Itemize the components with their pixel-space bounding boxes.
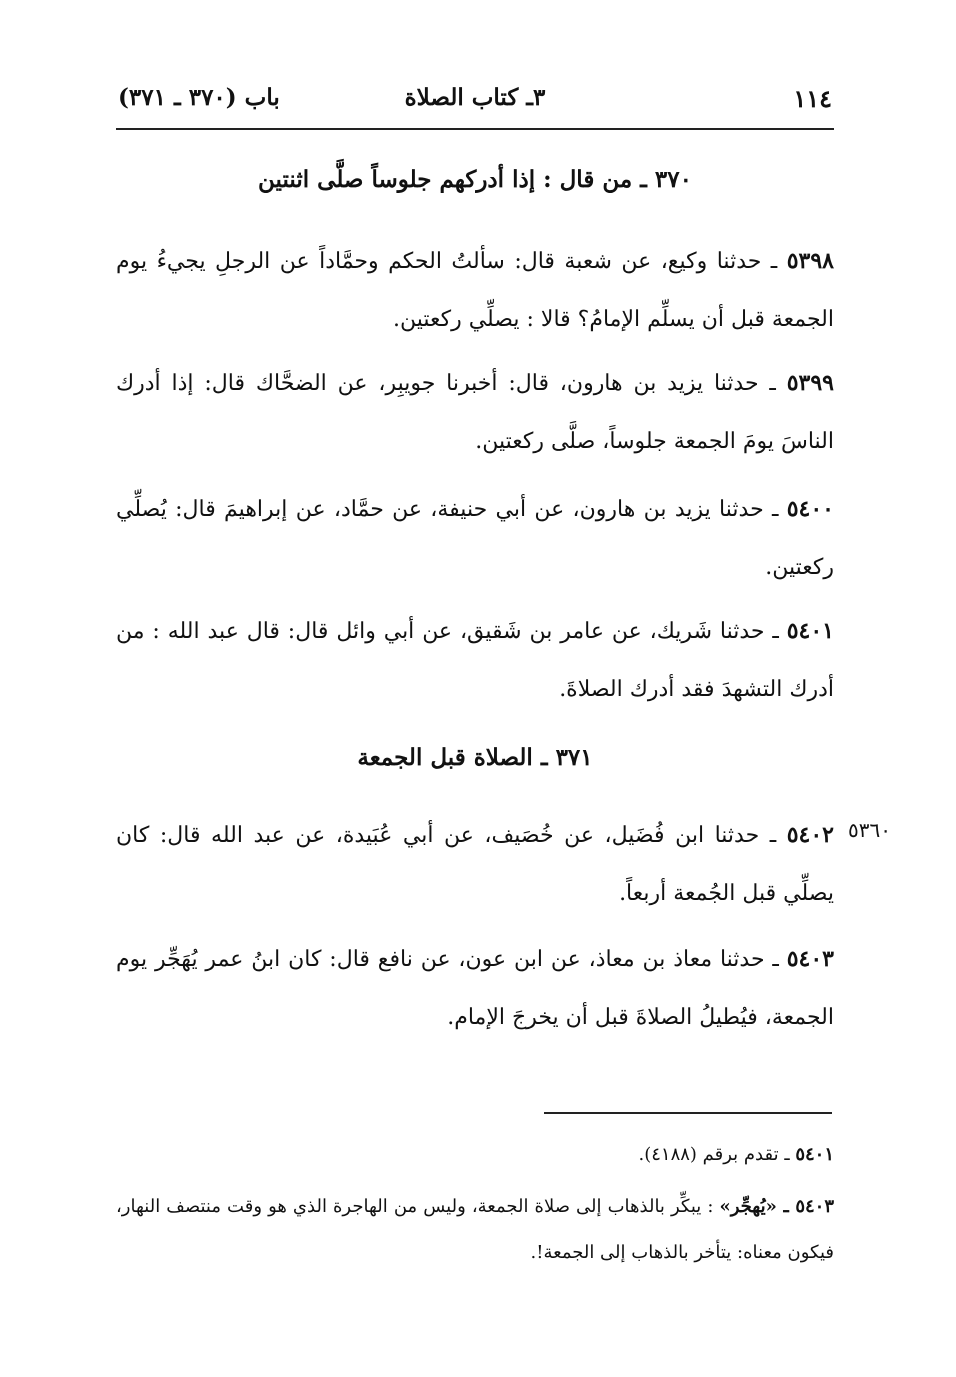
book-title: ٣ـ كتاب الصلاة	[404, 84, 546, 111]
hadith-5399	[116, 354, 834, 471]
hadith-number: ٥٣٩٩	[786, 370, 834, 396]
hadith-number: ٥٤٠١	[786, 618, 834, 644]
hadith-number: ٥٣٩٨	[786, 248, 834, 274]
chapter-range: باب (٣٧٠ ـ ٣٧١)	[118, 84, 280, 111]
footnote-text: : يبكِّر بالذهاب إلى صلاة الجمعة، وليس من الهاجرة الذي هو وقت منتصف النهار، فيكون معناه: يتأخر بالذهاب إلى الجمعة!.	[116, 1196, 834, 1263]
hadith-number: ٥٤٠٢	[786, 822, 834, 848]
section-title-370: ٣٧٠ ـ من قال : إذا أدركهم جلوساً صلَّى اثنتين	[258, 166, 692, 193]
hadith-text: ـ حدثنا يزيد بن هارون، عن أبي حنيفة، عن حمَّاد، عن إبراهيمَ قال: يُصلِّي ركعتين.	[116, 497, 834, 580]
hadith-text: ـ حدثنا شَريك، عن عامر بن شَقيق، عن أبي وائل قال: قال عبد الله : من أدرك التشهدَ فقد أدرك الصلاةَ.	[116, 619, 834, 702]
hadith-number: ٥٤٠٣	[786, 946, 834, 972]
section-title-371: ٣٧١ ـ الصلاة قبل الجمعة	[357, 744, 593, 771]
hadith-5398	[116, 232, 834, 349]
footnote-text: ـ تقدم برقم (٤١٨٨).	[638, 1144, 796, 1165]
hadith-text: ـ حدثنا وكيع، عن شعبة قال: سألتُ الحكم وحمَّاداً عن الرجلِ يجيءُ يوم الجمعة قبل أن يسلِّم الإمامُ؟ قالا : يصلِّي ركعتين.	[116, 249, 834, 332]
footnote-number: ٥٤٠٣	[795, 1196, 834, 1217]
hadith-5403	[116, 930, 834, 1047]
footnote-5401	[116, 1132, 834, 1178]
hadith-text: ـ حدثنا معاذ بن معاذ، عن ابن عون، عن نافع قال: كان ابنُ عمر يُهَجِّر يوم الجمعة، فيُطيلُ الصلاةَ قبل أن يخرجَ الإمام.	[116, 947, 834, 1030]
hadith-text: ـ حدثنا ابن فُضَيل، عن خُصَيف، عن أبي عُبَيدة، عن عبد الله قال: كان يصلِّي قبل الجُمعة أربعاً.	[116, 823, 834, 906]
footnote-number: ٥٤٠١	[795, 1144, 834, 1165]
margin-reference-number: ٥٣٦٠	[848, 818, 891, 842]
header-divider	[116, 128, 834, 130]
hadith-5402	[116, 806, 834, 923]
footnote-5403	[116, 1184, 834, 1276]
hadith-5401	[116, 602, 834, 719]
hadith-text: ـ حدثنا يزيد بن هارون، قال: أخبرنا جويبِر، عن الضحَّاك قال: إذا أدرك الناسَ يومَ الجمعة جلوساً، صلَّى ركعتين.	[116, 371, 834, 454]
hadith-number: ٥٤٠٠	[786, 496, 834, 522]
page-number: ١١٤	[793, 84, 832, 113]
page-header	[118, 84, 832, 124]
footnote-keyword: ـ «يُهجِّر»	[719, 1196, 796, 1217]
hadith-5400	[116, 480, 834, 597]
footnote-divider	[544, 1112, 832, 1114]
